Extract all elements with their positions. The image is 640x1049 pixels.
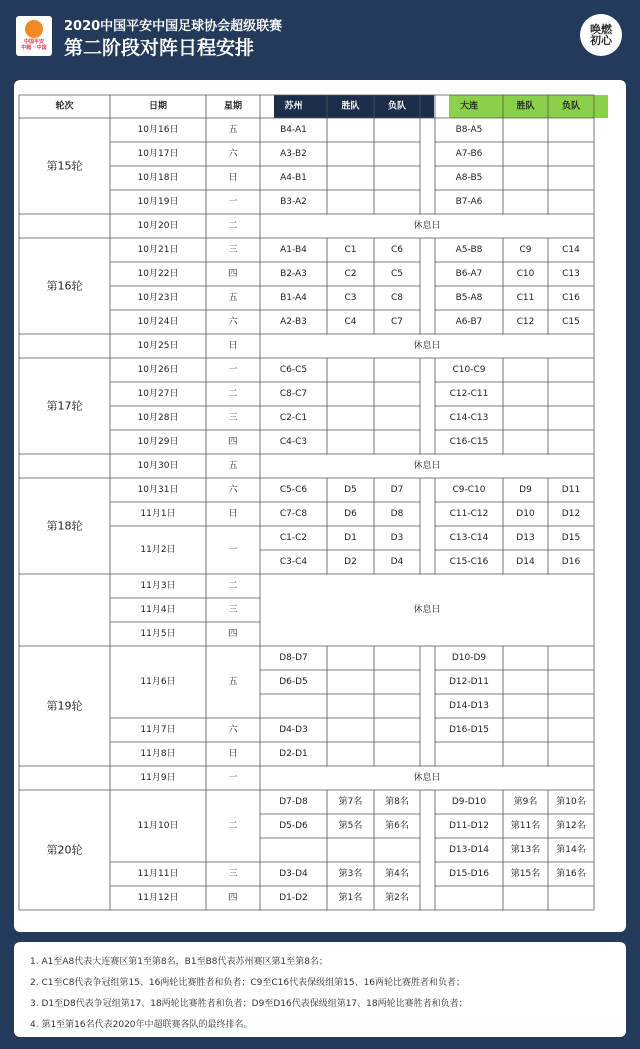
rest-day-label: 休息日 [413, 221, 441, 231]
suzhou-loser-cell: 第2名 [385, 893, 409, 903]
dalian-loser-cell: C16 [562, 293, 580, 303]
suzhou-match-cell: D4-D3 [279, 725, 308, 735]
suzhou-match-cell: D1-D2 [279, 893, 308, 903]
suzhou-match-cell: A4-B1 [280, 173, 307, 183]
suzhou-match-cell: B1-A4 [280, 293, 307, 303]
schedule-table [14, 80, 626, 932]
weekday-cell: 四 [228, 629, 238, 639]
suzhou-loser-cell: D7 [390, 485, 404, 495]
slogan-text: 唤燃初心 [590, 23, 612, 47]
date-cell: 10月31日 [137, 485, 179, 495]
league-logo [16, 16, 52, 56]
dalian-header: 大连 [459, 101, 479, 112]
weekday-header: 星期 [223, 101, 243, 112]
suzhou-match-cell: C5-C6 [279, 485, 308, 495]
dalian-loser-cell: C15 [562, 317, 580, 327]
suzhou-loser-cell: C6 [390, 245, 404, 255]
header [0, 0, 640, 80]
dalian-winner-cell: D13 [516, 533, 535, 543]
round-label: 第16轮 [46, 279, 83, 293]
schedule-card [14, 80, 626, 932]
round-label: 第17轮 [46, 399, 83, 413]
dalian-match-cell: D13-D14 [448, 845, 490, 855]
league-title: 2020中国平安中国足球协会超级联赛 [64, 19, 283, 34]
note-4: 4. 第1至第16名代表2020年中超联赛各队的最终排名。 [30, 1020, 253, 1030]
dalian-match-cell: D14-D13 [448, 701, 490, 711]
weekday-cell: 六 [228, 149, 238, 159]
weekday-cell: 五 [228, 293, 238, 303]
suzhou-winner-cell: D5 [344, 485, 357, 495]
suzhou-loser-cell: C5 [390, 269, 404, 279]
suzhou-win-header: 胜队 [341, 101, 360, 112]
date-cell: 10月23日 [137, 293, 179, 303]
slogan-badge [580, 14, 622, 56]
suzhou-match-cell: A2-B3 [280, 317, 307, 327]
weekday-cell: 二 [228, 581, 238, 591]
suzhou-match-cell: C8-C7 [279, 389, 308, 399]
round-label: 第18轮 [46, 519, 83, 533]
dalian-win-header: 胜队 [516, 101, 535, 112]
suzhou-winner-cell: 第5名 [338, 821, 363, 831]
suzhou-loser-cell: C8 [390, 293, 404, 303]
suzhou-loser-cell: C7 [390, 317, 404, 327]
date-cell: 11月9日 [140, 773, 176, 783]
dalian-winner-cell: D9 [519, 485, 532, 495]
logo-mark-icon [25, 20, 43, 38]
suzhou-match-cell: D7-D8 [279, 797, 308, 807]
round-header: 轮次 [55, 101, 74, 112]
suzhou-match-cell: D8-D7 [279, 653, 308, 663]
suzhou-winner-cell: 第3名 [338, 869, 363, 879]
suzhou-match-cell: D5-D6 [279, 821, 308, 831]
dalian-match-cell: A5-B8 [455, 245, 483, 255]
dalian-match-cell: C10-C9 [452, 365, 486, 375]
weekday-cell: 日 [228, 749, 238, 759]
weekday-cell: 日 [228, 341, 238, 351]
weekday-cell: 五 [228, 461, 238, 471]
date-cell: 10月22日 [137, 269, 179, 279]
dalian-loser-cell: 第14名 [556, 845, 586, 855]
date-cell: 10月24日 [137, 317, 179, 327]
dalian-loser-cell: 第16名 [556, 869, 586, 879]
suzhou-match-cell: D6-D5 [279, 677, 308, 687]
date-cell: 11月8日 [140, 749, 176, 759]
suzhou-winner-cell: D6 [344, 509, 357, 519]
date-header: 日期 [148, 101, 168, 112]
suzhou-loser-cell: 第4名 [385, 869, 409, 879]
dalian-match-cell: B8-A5 [455, 125, 483, 135]
weekday-cell: 四 [228, 893, 238, 903]
weekday-cell: 日 [228, 173, 238, 183]
dalian-winner-cell: D14 [516, 557, 535, 567]
dalian-winner-cell: C12 [516, 317, 535, 327]
suzhou-match-cell: D3-D4 [279, 869, 308, 879]
logo-text: 中国平安 [23, 39, 44, 45]
date-cell: 10月20日 [137, 221, 179, 231]
dalian-loser-cell: C13 [562, 269, 580, 279]
weekday-cell: 一 [228, 365, 238, 375]
logo-subtext: 中超 · 中国 [21, 45, 47, 51]
weekday-cell: 一 [228, 773, 238, 783]
suzhou-loser-cell: D4 [390, 557, 404, 567]
round-label: 第19轮 [46, 699, 83, 713]
dalian-winner-cell: C11 [516, 293, 535, 303]
dalian-match-cell: D11-D12 [448, 821, 490, 831]
dalian-loser-cell: 第10名 [556, 797, 586, 807]
dalian-match-cell: C14-C13 [449, 413, 489, 423]
suzhou-match-cell: C1-C2 [279, 533, 308, 543]
rest-day-label: 休息日 [413, 461, 441, 471]
dalian-winner-cell: 第13名 [510, 845, 541, 855]
suzhou-lose-header: 负队 [387, 101, 407, 112]
dalian-winner-cell: D10 [516, 509, 535, 519]
suzhou-loser-cell: 第8名 [385, 797, 409, 807]
weekday-cell: 二 [228, 221, 238, 231]
suzhou-match-cell: C4-C3 [279, 437, 308, 447]
suzhou-winner-cell: C1 [344, 245, 357, 255]
dalian-match-cell: C12-C11 [449, 389, 489, 399]
dalian-match-cell: D12-D11 [448, 677, 490, 687]
note-2: 2. C1至C8代表争冠组第15、16两轮比赛胜者和负者；C9至C16代表保级组第15、16两轮比赛胜者和负者； [30, 978, 466, 988]
rest-day-label: 休息日 [413, 773, 441, 783]
date-cell: 11月7日 [140, 725, 176, 735]
date-cell: 10月21日 [137, 245, 179, 255]
weekday-cell: 一 [228, 197, 238, 207]
weekday-cell: 五 [228, 125, 238, 135]
suzhou-winner-cell: C4 [344, 317, 357, 327]
dalian-match-cell: B5-A8 [455, 293, 483, 303]
page-title: 第二阶段对阵日程安排 [64, 37, 255, 59]
round-label: 第20轮 [46, 843, 83, 857]
dalian-loser-cell: C14 [562, 245, 580, 255]
suzhou-winner-cell: 第7名 [338, 797, 363, 807]
weekday-cell: 六 [228, 485, 238, 495]
date-cell: 10月27日 [137, 389, 179, 399]
dalian-winner-cell: C9 [519, 245, 532, 255]
dalian-match-cell: C9-C10 [452, 485, 486, 495]
date-cell: 11月1日 [140, 509, 176, 519]
weekday-cell: 四 [228, 437, 238, 447]
date-cell: 11月12日 [137, 893, 179, 903]
weekday-cell: 三 [228, 605, 238, 615]
weekday-cell: 日 [228, 509, 238, 519]
date-cell: 11月3日 [140, 581, 176, 591]
date-cell: 11月4日 [140, 605, 176, 615]
dalian-match-cell: B6-A7 [455, 269, 483, 279]
dalian-loser-cell: D12 [561, 509, 581, 519]
dalian-winner-cell: 第11名 [510, 821, 541, 831]
rest-day-label: 休息日 [413, 341, 441, 351]
note-3: 3. D1至D8代表争冠组第17、18两轮比赛胜者和负者；D9至D16代表保级组第17、18两轮比赛胜者和负者； [30, 999, 468, 1009]
date-cell: 11月2日 [140, 545, 176, 555]
dalian-match-cell: C13-C14 [449, 533, 489, 543]
weekday-cell: 四 [228, 269, 238, 279]
date-cell: 10月30日 [137, 461, 179, 471]
dalian-match-cell: D16-D15 [448, 725, 490, 735]
date-cell: 10月28日 [137, 413, 179, 423]
suzhou-loser-cell: D8 [390, 509, 404, 519]
date-cell: 10月29日 [137, 437, 179, 447]
dalian-lose-header: 负队 [561, 101, 581, 112]
suzhou-winner-cell: D1 [344, 533, 357, 543]
suzhou-match-cell: C6-C5 [279, 365, 308, 375]
dalian-loser-cell: D11 [561, 485, 581, 495]
note-1: 1. A1至A8代表大连赛区第1至第8名，B1至B8代表苏州赛区第1至第8名； [30, 957, 328, 967]
dalian-match-cell: C11-C12 [449, 509, 489, 519]
suzhou-match-cell: B4-A1 [280, 125, 307, 135]
dalian-winner-cell: 第9名 [513, 797, 538, 807]
weekday-cell: 六 [228, 317, 238, 327]
suzhou-winner-cell: D2 [344, 557, 357, 567]
weekday-cell: 二 [228, 389, 238, 399]
suzhou-match-cell: C2-C1 [279, 413, 308, 423]
weekday-cell: 三 [228, 413, 238, 423]
suzhou-loser-cell: D3 [390, 533, 404, 543]
dalian-match-cell: D15-D16 [448, 869, 490, 879]
dalian-match-cell: A6-B7 [455, 317, 483, 327]
dalian-loser-cell: 第12名 [556, 821, 586, 831]
suzhou-match-cell: D2-D1 [279, 749, 308, 759]
dalian-loser-cell: D15 [561, 533, 581, 543]
date-cell: 10月19日 [137, 197, 179, 207]
round-label: 第15轮 [46, 159, 83, 173]
dalian-match-cell: D9-D10 [451, 797, 487, 807]
date-cell: 11月5日 [140, 629, 176, 639]
suzhou-match-cell: C3-C4 [279, 557, 308, 567]
weekday-cell: 三 [228, 245, 238, 255]
date-cell: 10月26日 [137, 365, 179, 375]
date-cell: 11月11日 [137, 869, 179, 879]
weekday-cell: 一 [228, 545, 238, 555]
suzhou-match-cell: B3-A2 [280, 197, 307, 207]
dalian-winner-cell: 第15名 [510, 869, 541, 879]
suzhou-match-cell: B2-A3 [280, 269, 307, 279]
suzhou-winner-cell: 第1名 [338, 893, 363, 903]
weekday-cell: 五 [228, 677, 238, 687]
suzhou-winner-cell: C2 [344, 269, 357, 279]
weekday-cell: 三 [228, 869, 238, 879]
suzhou-match-cell: C7-C8 [279, 509, 308, 519]
date-cell: 10月18日 [137, 173, 179, 183]
dalian-match-cell: A7-B6 [455, 149, 483, 159]
suzhou-header: 苏州 [284, 101, 303, 112]
date-cell: 10月25日 [137, 341, 179, 351]
dalian-match-cell: C16-C15 [449, 437, 489, 447]
suzhou-match-cell: A3-B2 [280, 149, 307, 159]
dalian-loser-cell: D16 [561, 557, 581, 567]
suzhou-loser-cell: 第6名 [385, 821, 409, 831]
dalian-match-cell: C15-C16 [449, 557, 489, 567]
date-cell: 10月16日 [137, 125, 179, 135]
date-cell: 11月6日 [140, 677, 176, 687]
suzhou-winner-cell: C3 [344, 293, 357, 303]
date-cell: 10月17日 [137, 149, 179, 159]
notes-panel [14, 942, 626, 1037]
suzhou-match-cell: A1-B4 [280, 245, 307, 255]
dalian-match-cell: B7-A6 [455, 197, 483, 207]
dalian-match-cell: A8-B5 [455, 173, 483, 183]
rest-day-label: 休息日 [413, 605, 441, 615]
dalian-match-cell: D10-D9 [451, 653, 487, 663]
dalian-winner-cell: C10 [516, 269, 535, 279]
weekday-cell: 六 [228, 725, 238, 735]
weekday-cell: 二 [228, 821, 238, 831]
date-cell: 11月10日 [137, 821, 179, 831]
